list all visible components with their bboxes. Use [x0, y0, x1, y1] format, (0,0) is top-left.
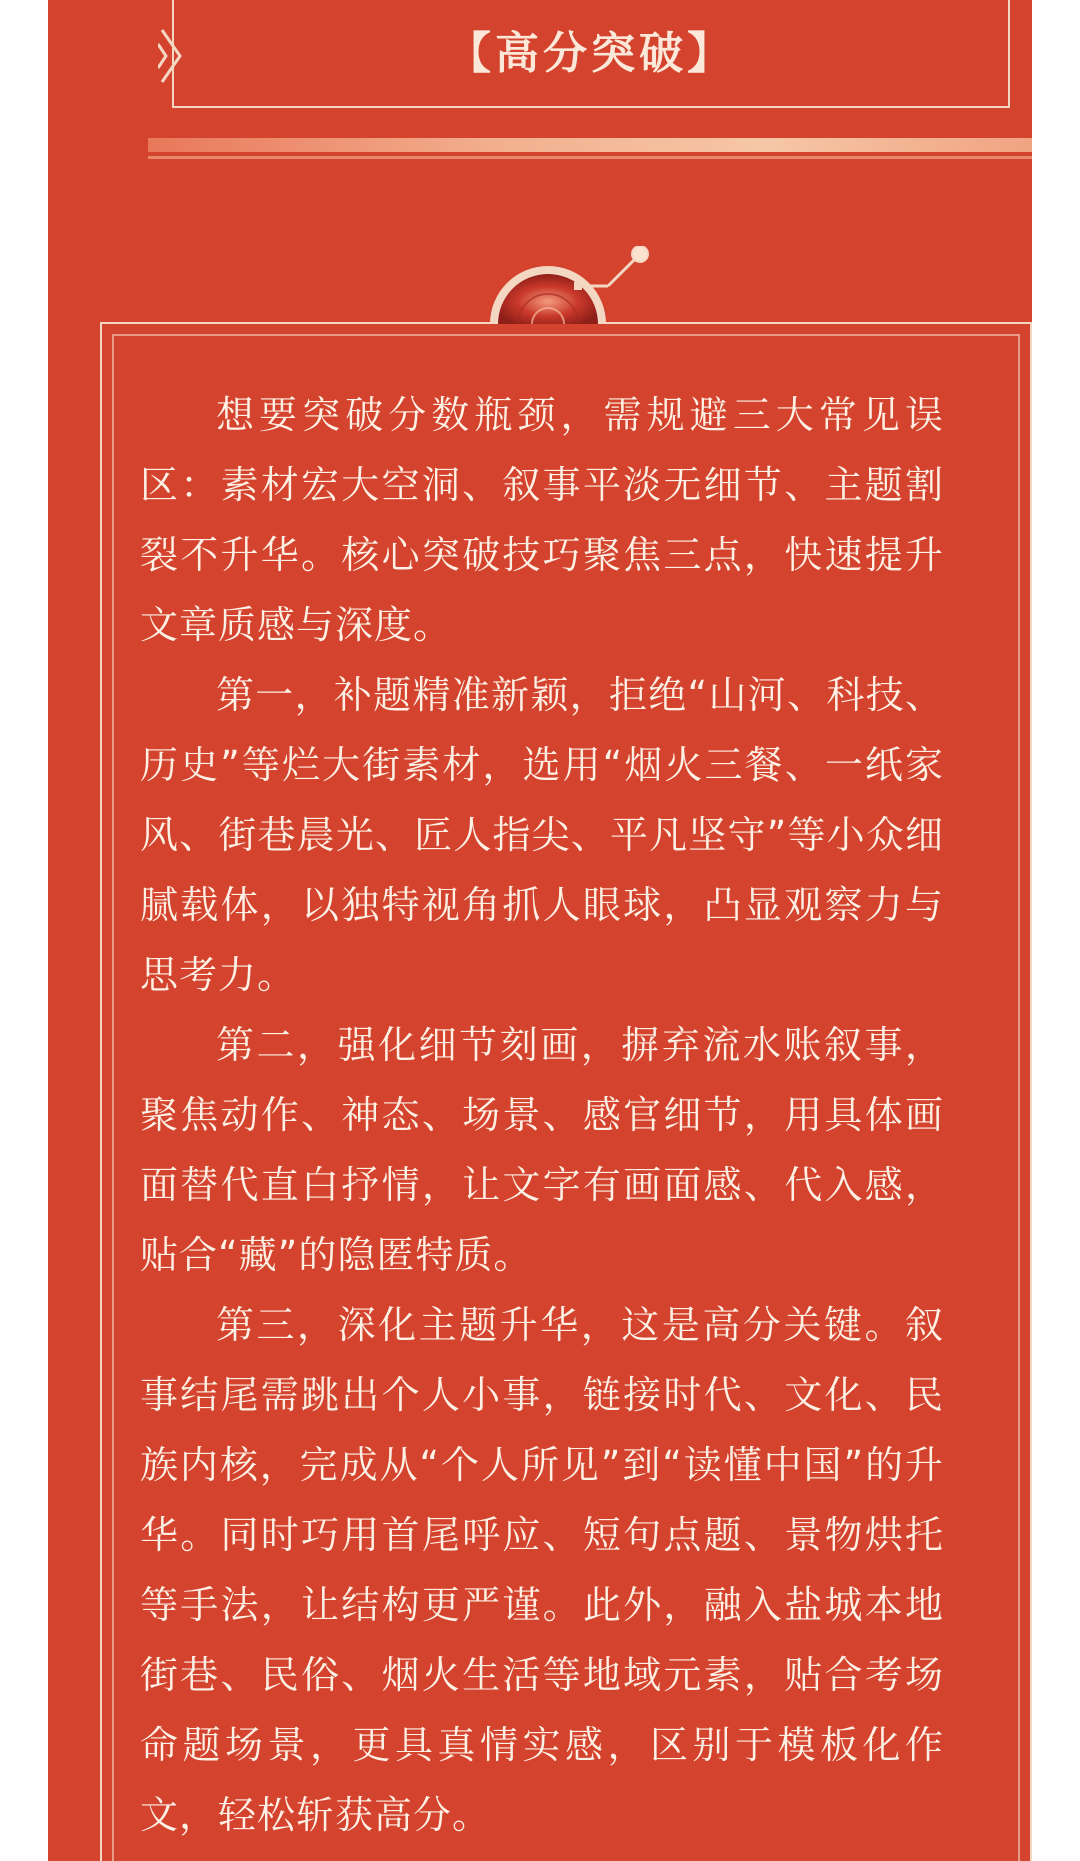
paragraph-first-point: 第一，补题精准新颖，拒绝“山河、科技、历史”等烂大街素材，选用“烟火三餐、一纸家风、街巷晨光、匠人指尖、平凡坚守”等小众细腻载体，以独特视角抓人眼球，凸显观察力与思考力。: [140, 673, 944, 997]
decorative-divider: [148, 138, 1032, 152]
article-panel: [48, 0, 1032, 1861]
paragraph-intro: 想要突破分数瓶颈，需规避三大常见误区：素材宏大空洞、叙事平淡无细节、主题割裂不升华。核心突破技巧聚焦三点，快速提升文章质感与深度。: [140, 393, 944, 647]
paragraph-second-point: 第二，强化细节刻画，摒弃流水账叙事，聚焦动作、神态、场景、感官细节，用具体画面替代直白抒情，让文字有画面感、代入感，贴合“藏”的隐匿特质。: [140, 1023, 944, 1277]
article-body: [140, 380, 944, 1850]
medallion-ornament-icon: [468, 246, 668, 346]
decorative-divider-thin: [148, 156, 1032, 159]
section-title: 【高分突破】: [447, 28, 735, 79]
paragraph-third-point: 第三，深化主题升华，这是高分关键。叙事结尾需跳出个人小事，链接时代、文化、民族内核，完成从“个人所见”到“读懂中国”的升华。同时巧用首尾呼应、短句点题、景物烘托等手法，让结构更严谨。此外，融入盐城本地街巷、民俗、烟火生活等地域元素，贴合考场命题场景，更具真情实感，区别于模板化作文，轻松斩获高分。: [140, 1303, 944, 1837]
